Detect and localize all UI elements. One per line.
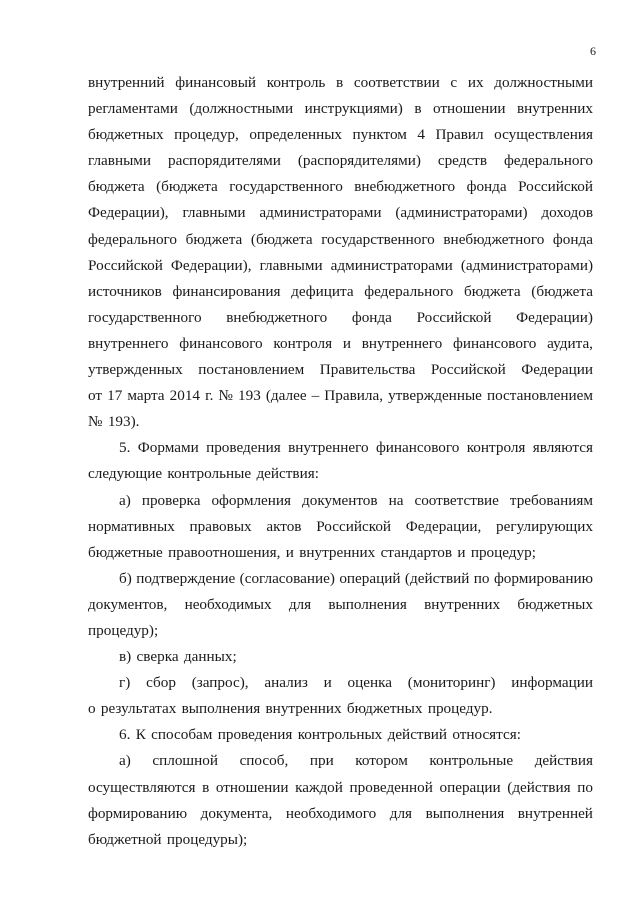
word: правовых: [189, 517, 252, 535]
word: соответствии: [353, 74, 440, 91]
text-line: [88, 122, 593, 148]
word: правоотношения,: [168, 543, 281, 561]
word: котором: [355, 752, 408, 770]
word: внутреннего: [88, 334, 169, 352]
word: Правил: [435, 126, 484, 144]
word: внутренний: [88, 74, 165, 91]
text-line: [88, 696, 593, 722]
word: Российской: [430, 361, 506, 379]
word: следующие: [88, 465, 163, 483]
word: бюджетной: [88, 830, 162, 848]
word: дефицита: [291, 282, 354, 300]
word: от: [88, 387, 103, 405]
word: и: [323, 674, 332, 692]
word: при: [309, 752, 334, 770]
word: фонда: [466, 178, 507, 196]
word: финансового: [453, 334, 537, 352]
word: сбор: [146, 674, 176, 692]
word: отношении: [432, 100, 506, 118]
word: действий: [387, 726, 447, 744]
word: формированию: [493, 569, 593, 587]
word: 6.: [119, 726, 131, 744]
word: внутренних: [516, 100, 593, 118]
word: (согласование): [239, 569, 335, 587]
word: операций: [339, 569, 401, 587]
word: сверка: [136, 648, 179, 666]
word: пунктом: [352, 126, 407, 144]
word: на: [388, 491, 404, 509]
word: б): [119, 569, 132, 587]
word: результатах: [100, 700, 177, 718]
text-line: [88, 435, 593, 461]
text-line: [88, 409, 593, 435]
word: инструкциями): [304, 100, 403, 118]
word: документов,: [88, 595, 168, 613]
word: действия:: [256, 465, 319, 483]
word: внебюджетного: [226, 308, 328, 326]
word: относятся:: [452, 726, 521, 744]
word: документов: [302, 491, 378, 509]
text-line: [88, 461, 593, 487]
word: бюджетных: [88, 126, 164, 144]
word: (действия: [507, 778, 571, 796]
word: Федерации: [521, 361, 593, 379]
text-line: [88, 722, 593, 748]
text-line: [88, 488, 593, 514]
word: бюджетных: [517, 595, 593, 613]
word: внутренних: [265, 700, 342, 718]
word: средств: [437, 152, 487, 170]
word: утвержденных: [88, 361, 183, 379]
text-line: [88, 383, 593, 409]
word: государственного: [321, 230, 435, 248]
text-line: [88, 566, 593, 592]
word: контрольные: [429, 752, 514, 770]
word: внутренней: [517, 804, 593, 822]
word: доходов: [541, 204, 593, 222]
word: проведенной: [349, 778, 433, 796]
word: администраторами: [259, 204, 382, 222]
word: выполнения: [328, 595, 407, 613]
word: их: [467, 74, 484, 91]
page-number: 6: [590, 44, 596, 58]
word: данных;: [183, 648, 237, 666]
word: распорядителями: [167, 152, 281, 170]
word: а): [119, 491, 131, 509]
word: регламентами: [88, 100, 178, 118]
word: контрольные: [167, 465, 252, 483]
word: марта: [127, 387, 165, 405]
word: выполнения: [425, 804, 505, 822]
text-line: [88, 827, 593, 853]
word: (бюджета: [531, 282, 593, 300]
word: требованиям: [509, 491, 593, 509]
text-line: [88, 70, 593, 96]
word: (бюджета: [156, 178, 218, 196]
word: процедур;: [470, 543, 536, 561]
word: о: [88, 700, 96, 718]
word: осуществления: [494, 126, 593, 144]
word: бюджета: [185, 230, 243, 248]
text-line: [88, 540, 593, 566]
text-line: [88, 514, 593, 540]
text-line: [88, 200, 593, 226]
word: в: [336, 74, 344, 91]
word: соответствие: [414, 491, 499, 509]
word: подтверждение: [136, 569, 236, 587]
word: документа,: [200, 804, 273, 822]
word: информации: [511, 674, 593, 692]
word: (должностными: [189, 100, 294, 118]
word: внутреннего: [288, 439, 369, 457]
text-line: [88, 644, 593, 670]
word: определенных: [249, 126, 343, 144]
text-line: [88, 801, 593, 827]
word: формированию: [88, 804, 188, 822]
text-line: [88, 96, 593, 122]
word: (мониторинг): [407, 674, 496, 692]
word: федерального: [503, 152, 593, 170]
text-line: [88, 357, 593, 383]
word: главными: [88, 152, 152, 170]
word: необходимых: [184, 595, 272, 613]
word: г.: [205, 387, 214, 405]
word: бюджетных: [346, 700, 423, 718]
word: и: [457, 543, 466, 561]
word: постановлением: [198, 361, 305, 379]
word: осуществляются: [88, 778, 196, 796]
word: фонда: [552, 230, 593, 248]
word: фонда: [351, 308, 392, 326]
word: Федерации): [516, 308, 593, 326]
word: (запрос),: [191, 674, 249, 692]
word: Федерации),: [170, 256, 252, 274]
word: №: [218, 387, 233, 405]
word: (администраторами): [460, 256, 593, 274]
word: бюджетные: [88, 543, 163, 561]
word: Российской: [88, 256, 163, 274]
word: способ,: [239, 752, 289, 770]
word: 193: [238, 387, 261, 405]
word: (далее: [265, 387, 307, 405]
word: №: [88, 413, 103, 431]
word: главными: [182, 204, 246, 222]
word: в: [414, 100, 422, 118]
word: (действий: [404, 569, 470, 587]
word: сплошной: [152, 752, 218, 770]
word: финансовый: [175, 74, 257, 91]
word: нормативных: [88, 517, 175, 535]
word: источников: [88, 282, 162, 300]
word: –: [311, 387, 320, 405]
text-line: [88, 331, 593, 357]
word: аудита,: [547, 334, 593, 352]
word: 2014: [169, 387, 200, 405]
word: федерального: [88, 230, 177, 248]
word: по: [577, 778, 593, 796]
word: проведения: [206, 439, 281, 457]
word: Правительства: [319, 361, 416, 379]
word: Российской: [518, 178, 593, 196]
text-line: [88, 775, 593, 801]
text-line: [88, 174, 593, 200]
word: внутренних: [424, 595, 501, 613]
word: действия: [534, 752, 593, 770]
word: бюджета: [88, 178, 145, 196]
word: К: [135, 726, 146, 744]
word: контрольных: [297, 726, 383, 744]
text-line: [88, 670, 593, 696]
word: оформления: [211, 491, 292, 509]
word: и: [342, 334, 351, 352]
word: актов: [266, 517, 302, 535]
word: государственного: [88, 308, 202, 326]
word: операции: [439, 778, 501, 796]
word: а): [119, 752, 131, 770]
word: финансового: [179, 334, 263, 352]
word: контроль: [266, 74, 326, 91]
word: 4: [417, 126, 425, 144]
word: Федерации),: [88, 204, 169, 222]
word: г): [119, 674, 131, 692]
word: процедуры);: [166, 830, 248, 848]
word: (бюджета: [250, 230, 313, 248]
text-line: [88, 748, 593, 774]
word: способам: [151, 726, 213, 744]
word: (администраторами): [395, 204, 528, 222]
word: внутреннего: [361, 334, 443, 352]
word: главными: [259, 256, 323, 274]
word: для: [389, 804, 413, 822]
word: в: [202, 778, 210, 796]
word: финансирования: [172, 282, 281, 300]
word: стандартов: [380, 543, 453, 561]
word: постановлением: [486, 387, 593, 405]
word: 17: [107, 387, 123, 405]
word: регулирующих: [496, 517, 593, 535]
word: финансового: [375, 439, 460, 457]
word: процедур);: [88, 621, 159, 639]
word: анализ: [264, 674, 308, 692]
word: для: [288, 595, 312, 613]
word: должностными: [494, 74, 593, 91]
word: каждой: [295, 778, 343, 796]
word: отношении: [215, 778, 289, 796]
word: (распорядителями): [297, 152, 421, 170]
word: проведения: [217, 726, 293, 744]
word: администраторами: [330, 256, 453, 274]
word: проверка: [141, 491, 201, 509]
word: Формами: [137, 439, 199, 457]
word: внебюджетного: [354, 178, 456, 196]
word: внутренних: [299, 543, 376, 561]
word: являются: [532, 439, 593, 457]
text-line: [88, 305, 593, 331]
word: 193).: [107, 413, 140, 431]
word: процедур.: [427, 700, 493, 718]
word: контроля: [466, 439, 526, 457]
word: Правила,: [324, 387, 384, 405]
text-line: [88, 253, 593, 279]
word: выполнения: [181, 700, 261, 718]
word: государственного: [229, 178, 343, 196]
text-line: [88, 279, 593, 305]
text-line: [88, 618, 593, 644]
word: в): [119, 648, 132, 666]
document-body: [88, 70, 593, 853]
word: оценка: [347, 674, 393, 692]
word: утвержденные: [388, 387, 482, 405]
word: Российской: [416, 308, 492, 326]
word: Федерации,: [405, 517, 482, 535]
text-line: [88, 592, 593, 618]
text-line: [88, 227, 593, 253]
word: и: [285, 543, 294, 561]
word: необходимого: [285, 804, 377, 822]
word: Российской: [316, 517, 392, 535]
word: внебюджетного: [443, 230, 545, 248]
word: по: [473, 569, 490, 587]
word: 5.: [119, 439, 131, 457]
word: федерального: [364, 282, 454, 300]
word: бюджета: [463, 282, 521, 300]
word: контроля: [273, 334, 333, 352]
text-line: [88, 148, 593, 174]
word: процедур,: [174, 126, 239, 144]
word: с: [450, 74, 458, 91]
